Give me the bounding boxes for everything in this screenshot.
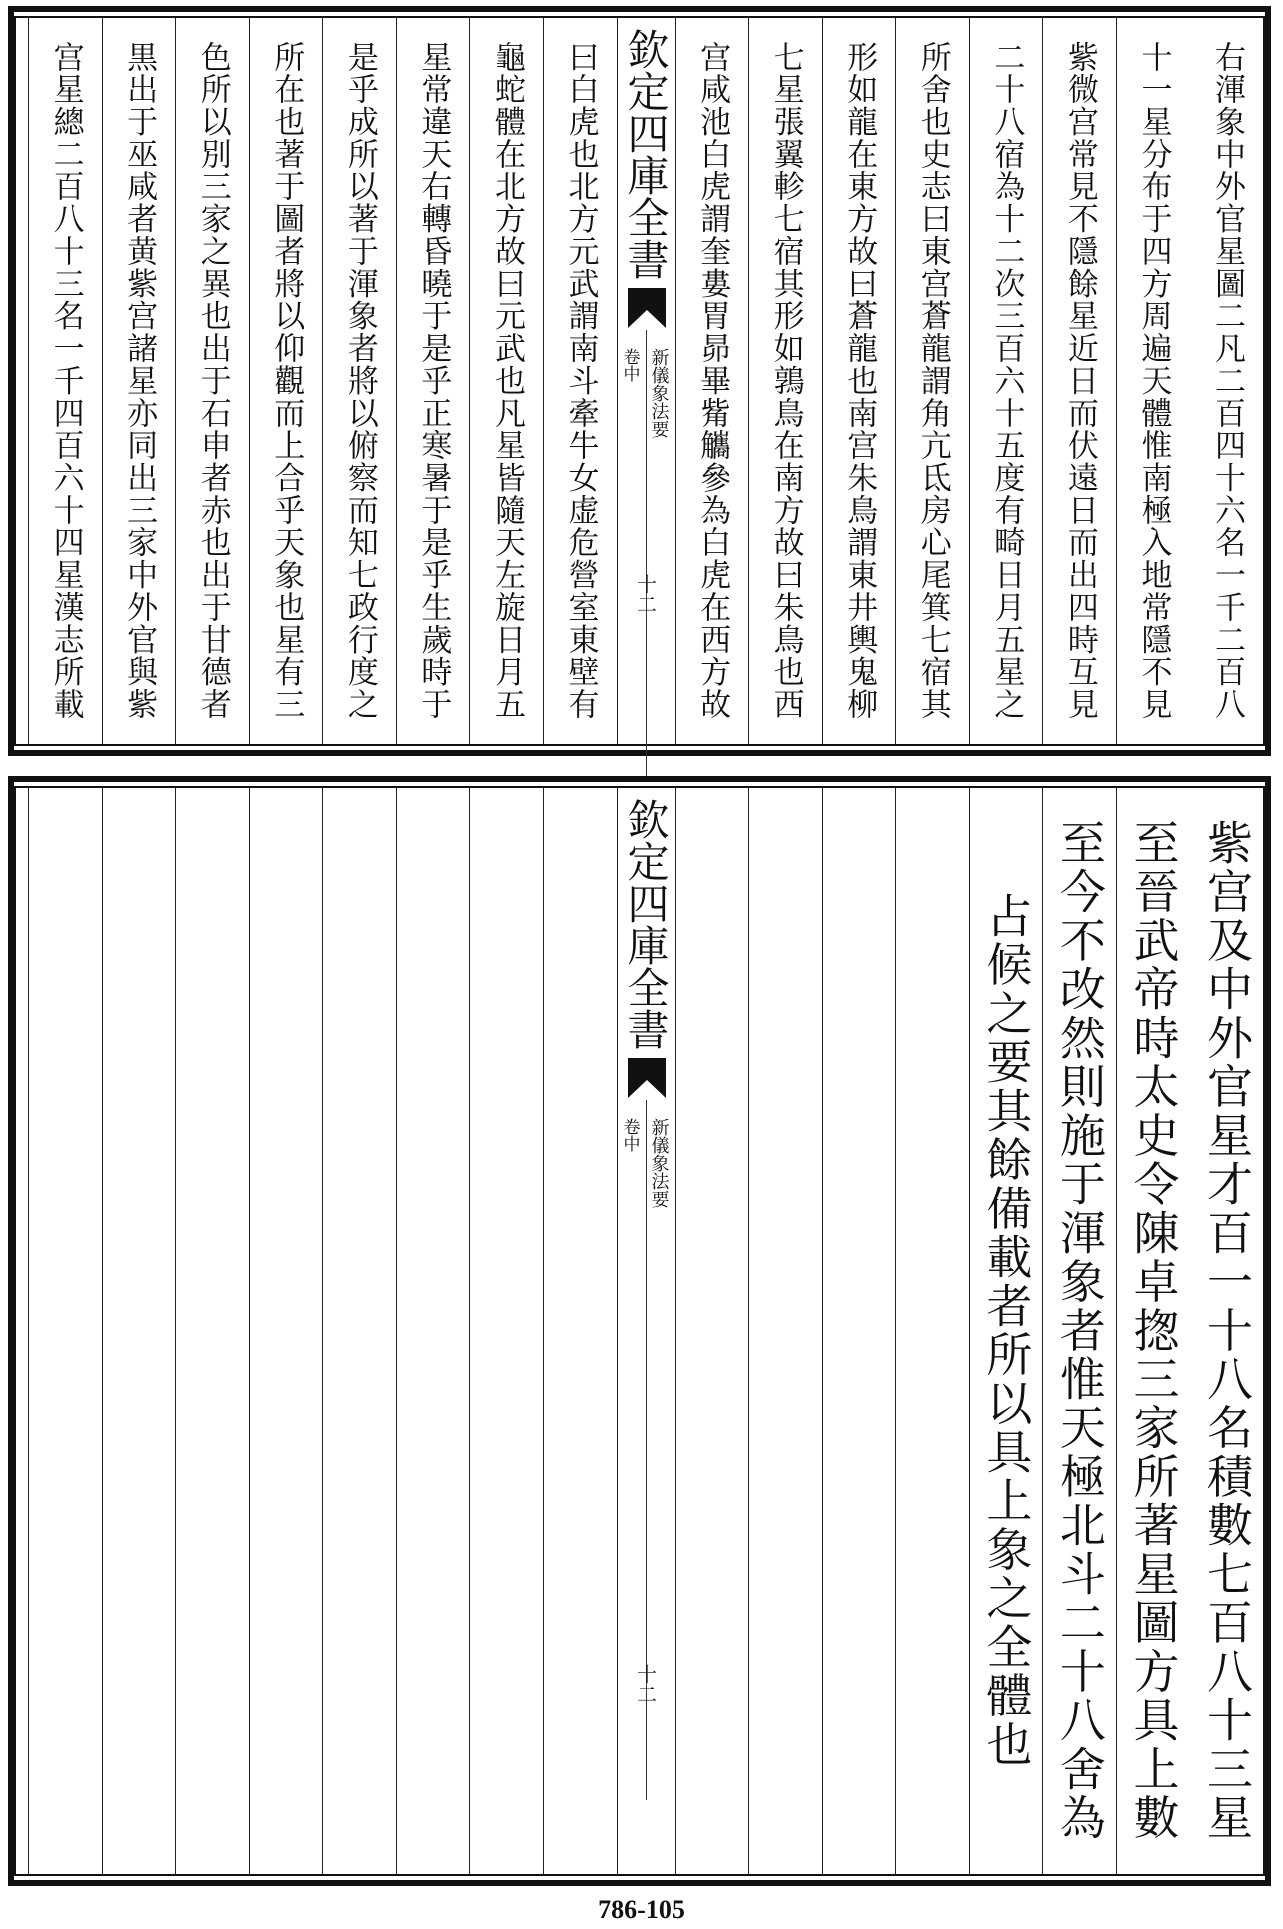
column-text: 是乎成所以著于渾象者將以俯察而知七政行度之 [341,41,378,721]
column-text: 至晉武帝時太史令陳卓揔三家所著星圖方具上數 [1126,819,1181,1843]
text-column [249,18,323,744]
text-column [1189,788,1263,1874]
column-text: 所在也著于圖者將以仰觀而上合乎天象也星有三 [268,41,305,721]
column-text [323,794,396,1868]
column-text: 龜蛇體在北方故曰元武也凡星皆隨天左旋日月五 [488,41,525,721]
column-text [250,794,323,1868]
column-text: 星常違天右轉昏曉于是乎正寒暑于是乎生歲時于 [415,41,452,721]
text-column [675,788,749,1874]
column-text: 色所以別三家之異也出于石申者赤也出于甘德者 [194,41,231,721]
text-column [28,18,102,744]
text-column [543,18,617,744]
column-text: 黒出于巫咸者黄紫宫諸星亦同出三家中外官與紫 [121,41,158,721]
column-text [397,794,470,1868]
text-column [675,18,749,744]
column-text [544,794,617,1868]
column-text: 十一星分布于四方周遍天體惟南極入地常隱不見 [1135,41,1172,721]
column-text [176,794,249,1868]
column-text [676,794,749,1868]
column-text [470,794,543,1868]
juan-label: 卷中 [619,348,640,382]
text-column [1116,788,1190,1874]
page-bottom [8,776,1271,1886]
text-column [748,18,822,744]
column-text: 二十八宿為十二次三百六十五度有畸日月五星之 [988,41,1025,721]
column-text: 占候之要其餘備載者所以具上象之全體也 [979,892,1034,1770]
text-column [322,18,396,744]
text-column [28,788,102,1874]
text-column [895,18,969,744]
footer-code: 786-105 [598,1895,685,1924]
column-text [29,794,102,1868]
juan-label: 卷中 [619,1118,640,1152]
text-column [969,788,1043,1874]
text-column [102,18,176,744]
text-column [469,18,543,744]
center-strip [617,788,675,1874]
text-grid [14,16,1265,746]
column-text: 至今不改然則施于渾象者惟天極北斗二十八舍為 [1052,819,1107,1843]
text-column [1189,18,1263,744]
center-strip [617,18,675,744]
page-number: 十二 [633,574,658,614]
text-column [543,788,617,1874]
text-column [102,788,176,1874]
text-column [396,788,470,1874]
text-column [1042,788,1116,1874]
page-number: 十二 [633,1664,658,1704]
column-text: 所舍也史志曰東宫蒼龍謂角亢氐房心尾箕七宿其 [914,41,951,721]
column-text [823,794,896,1868]
column-text: 形如龍在東方故曰蒼龍也南宫朱鳥謂東井輿鬼柳 [841,41,878,721]
book-title: 新儀象法要 [648,1118,670,1208]
column-text [749,794,822,1868]
text-column [748,788,822,1874]
text-column [822,18,896,744]
text-column [895,788,969,1874]
page-top [8,6,1271,756]
text-column [175,18,249,744]
text-column [1042,18,1116,744]
library-title: 欽定四庫全書 [621,28,671,280]
column-text: 紫微宫常見不隱餘星近日而伏遠日而出四時互見 [1061,41,1098,721]
text-column [822,788,896,1874]
text-column [969,18,1043,744]
column-text: 宫星總二百八十三名一千四百六十四星漢志所載 [47,41,84,721]
text-column [1116,18,1190,744]
text-column [396,18,470,744]
library-title: 欽定四庫全書 [621,798,671,1050]
column-text: 宫咸池白虎謂奎婁胃昴畢觜觿參為白虎在西方故 [694,41,731,721]
text-column [175,788,249,1874]
fishtail-mark-icon [628,288,666,328]
column-text: 右渾象中外官星圖二凡二百四十六名一千二百八 [1209,41,1245,721]
book-title: 新儀象法要 [648,348,670,438]
fishtail-mark-icon [628,1058,666,1098]
column-text [103,794,176,1868]
text-grid [14,786,1265,1876]
text-column [469,788,543,1874]
column-text: 七星張翼軫七宿其形如鶉鳥在南方故曰朱鳥也西 [767,41,804,721]
text-column [322,788,396,1874]
column-text [896,794,969,1868]
column-text: 紫宫及中外官星才百一十八名積數七百八十三星 [1200,819,1254,1843]
text-column [249,788,323,1874]
column-text: 曰白虎也北方元武謂南斗牽牛女虚危營室東壁有 [562,41,599,721]
